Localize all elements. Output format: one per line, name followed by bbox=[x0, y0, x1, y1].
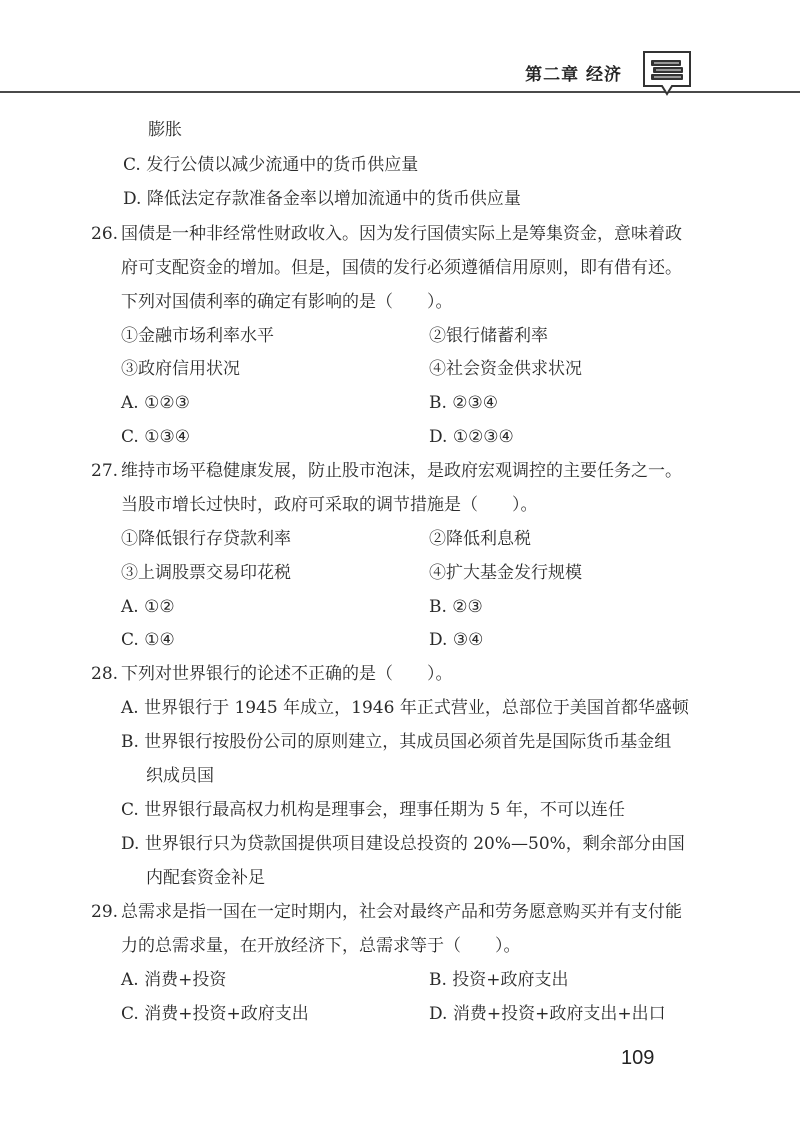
answer-option: A. 世界银行于 1945 年成立，1946 年正式营业，总部位于美国首都华盛顿 bbox=[121, 698, 689, 718]
statement-item: ②银行储蓄利率 bbox=[429, 326, 548, 346]
answer-option: D. 世界银行只为贷款国提供项目建设总投资的 20%—50%，剩余部分由国 bbox=[121, 834, 685, 854]
answer-option: A. 消费+投资 bbox=[121, 970, 227, 990]
question-stem: 下列对世界银行的论述不正确的是（ ）。 bbox=[121, 664, 453, 684]
answer-option-continuation: 织成员国 bbox=[146, 766, 214, 786]
answer-option: C. 世界银行最高权力机构是理事会，理事任期为 5 年，不可以连任 bbox=[121, 800, 625, 820]
continuation-text: 膨胀 bbox=[148, 120, 182, 140]
answer-option: B. ②③ bbox=[429, 597, 483, 617]
question-number: 26. bbox=[91, 224, 119, 244]
answer-option: B. 投资+政府支出 bbox=[429, 970, 569, 990]
statement-item: ④扩大基金发行规模 bbox=[429, 563, 582, 583]
statement-item: ③政府信用状况 bbox=[121, 359, 240, 379]
statement-item: ③上调股票交易印花税 bbox=[121, 563, 291, 583]
page-header bbox=[0, 0, 800, 100]
answer-option: B. ②③④ bbox=[429, 393, 499, 413]
question-number: 27. bbox=[91, 461, 119, 481]
question-number: 28. bbox=[91, 664, 119, 684]
question-stem: 维持市场平稳健康发展，防止股市泡沫，是政府宏观调控的主要任务之一。 bbox=[121, 461, 682, 481]
question-stem: 国债是一种非经常性财政收入。因为发行国债实际上是筹集资金，意味着政 bbox=[121, 224, 682, 244]
question-stem: 府可支配资金的增加。但是，国债的发行必须遵循信用原则，即有借有还。 bbox=[121, 258, 682, 278]
answer-option: C. ①③④ bbox=[121, 427, 190, 447]
statement-item: ④社会资金供求状况 bbox=[429, 359, 582, 379]
question-stem: 力的总需求量，在开放经济下，总需求等于（ ）。 bbox=[121, 936, 521, 956]
answer-option-continuation: 内配套资金补足 bbox=[146, 868, 265, 888]
page-number: 109 bbox=[621, 1047, 655, 1069]
answer-option: C. 消费+投资+政府支出 bbox=[121, 1004, 309, 1024]
question-number: 29. bbox=[91, 902, 119, 922]
question-stem: 下列对国债利率的确定有影响的是（ ）。 bbox=[121, 292, 453, 312]
statement-item: ①降低银行存贷款利率 bbox=[121, 529, 291, 549]
statement-item: ①金融市场利率水平 bbox=[121, 326, 274, 346]
answer-option: A. ①②③ bbox=[121, 393, 190, 413]
chapter-title: 第二章 经济 bbox=[525, 65, 622, 85]
option-d: D. 降低法定存款准备金率以增加流通中的货币供应量 bbox=[123, 189, 521, 209]
answer-option: C. ①④ bbox=[121, 630, 175, 650]
question-stem: 总需求是指一国在一定时期内，社会对最终产品和劳务愿意购买并有支付能 bbox=[121, 902, 682, 922]
answer-option: D. 消费+投资+政府支出+出口 bbox=[429, 1004, 666, 1024]
answer-option: B. 世界银行按股份公司的原则建立，其成员国必须首先是国际货币基金组 bbox=[121, 732, 672, 752]
answer-option: A. ①② bbox=[121, 597, 175, 617]
question-stem: 当股市增长过快时，政府可采取的调节措施是（ ）。 bbox=[121, 495, 538, 515]
books-icon bbox=[641, 48, 693, 96]
option-c: C. 发行公债以减少流通中的货币供应量 bbox=[123, 155, 419, 175]
answer-option: D. ①②③④ bbox=[429, 427, 514, 447]
statement-item: ②降低利息税 bbox=[429, 529, 531, 549]
answer-option: D. ③④ bbox=[429, 630, 484, 650]
